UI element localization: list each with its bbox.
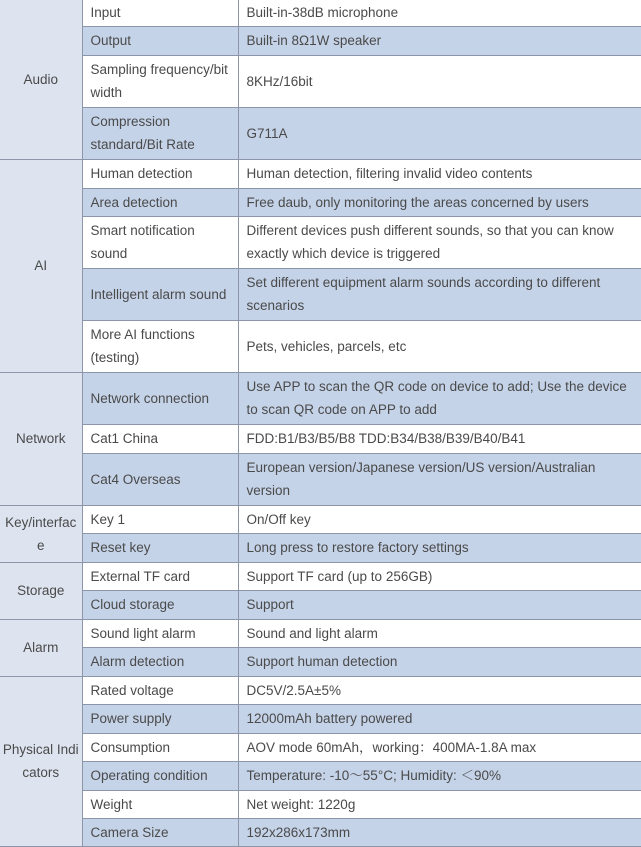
- spec-label: Reset key: [82, 533, 238, 562]
- spec-value: On/Off key: [238, 505, 641, 533]
- spec-label: Area detection: [82, 188, 238, 216]
- spec-label: Smart notification sound: [82, 216, 238, 268]
- table-row: [0, 216, 641, 268]
- spec-value: Different devices push different sounds, so that you can know exactly which device is triggered: [238, 216, 641, 268]
- category-cell: Storage: [0, 562, 82, 619]
- spec-value: Pets, vehicles, parcels, etc: [238, 320, 641, 372]
- table-row: [0, 647, 641, 676]
- spec-value: Built-in 8Ω1W speaker: [238, 26, 641, 55]
- table-row: [0, 188, 641, 216]
- table-row: [0, 159, 641, 188]
- spec-label: Camera Size: [82, 818, 238, 846]
- spec-label: Cat4 Overseas: [82, 453, 238, 505]
- table-row: [0, 424, 641, 453]
- spec-value: European version/Japanese version/US version/Australian version: [238, 453, 641, 505]
- spec-value: Temperature: -10～55°C; Humidity: ＜90%: [238, 761, 641, 790]
- spec-value: Human detection, filtering invalid video contents: [238, 159, 641, 188]
- spec-label: Compression standard/Bit Rate: [82, 107, 238, 159]
- spec-label: Sound light alarm: [82, 619, 238, 647]
- spec-label: Power supply: [82, 704, 238, 733]
- table-row: [0, 790, 641, 818]
- table-row: [0, 619, 641, 647]
- table-row: [0, 320, 641, 372]
- table-row: [0, 818, 641, 846]
- spec-value: DC5V/2.5A±5%: [238, 676, 641, 704]
- spec-value: FDD:B1/B3/B5/B8 TDD:B34/B38/B39/B40/B41: [238, 424, 641, 453]
- table-row: [0, 704, 641, 733]
- spec-value: Support human detection: [238, 647, 641, 676]
- spec-label: Weight: [82, 790, 238, 818]
- spec-value: Use APP to scan the QR code on device to add; Use the device to scan QR code on APP to add: [238, 372, 641, 424]
- table-row: [0, 453, 641, 505]
- category-cell: AI: [0, 159, 82, 372]
- spec-label: Output: [82, 26, 238, 55]
- spec-value: 192x286x173mm: [238, 818, 641, 846]
- spec-value: Set different equipment alarm sounds according to different scenarios: [238, 268, 641, 320]
- spec-label: Alarm detection: [82, 647, 238, 676]
- spec-label: Human detection: [82, 159, 238, 188]
- table-row: [0, 372, 641, 424]
- spec-value: AOV mode 60mAh，working：400MA-1.8A max: [238, 733, 641, 761]
- spec-label: Rated voltage: [82, 676, 238, 704]
- table-row: [0, 26, 641, 55]
- spec-label: Consumption: [82, 733, 238, 761]
- spec-value: Support: [238, 590, 641, 619]
- spec-value: 12000mAh battery powered: [238, 704, 641, 733]
- spec-label: Network connection: [82, 372, 238, 424]
- spec-value: Long press to restore factory settings: [238, 533, 641, 562]
- spec-label: Cat1 China: [82, 424, 238, 453]
- table-row: [0, 676, 641, 704]
- spec-label: Key 1: [82, 505, 238, 533]
- spec-label: Intelligent alarm sound: [82, 268, 238, 320]
- category-cell: Network: [0, 372, 82, 505]
- table-row: [0, 533, 641, 562]
- spec-label: Cloud storage: [82, 590, 238, 619]
- spec-value: 8KHz/16bit: [238, 55, 641, 107]
- category-cell: Alarm: [0, 619, 82, 676]
- category-cell: Physical Indicators: [0, 676, 82, 846]
- spec-value: Built-in-38dB microphone: [238, 0, 641, 26]
- category-cell: Key/interface: [0, 505, 82, 562]
- spec-label: Operating condition: [82, 761, 238, 790]
- table-row: [0, 590, 641, 619]
- spec-label: Input: [82, 0, 238, 26]
- table-row: [0, 562, 641, 590]
- spec-label: External TF card: [82, 562, 238, 590]
- category-cell: Audio: [0, 0, 82, 159]
- spec-label: Sampling frequency/bit width: [82, 55, 238, 107]
- table-row: [0, 0, 641, 26]
- spec-value: Sound and light alarm: [238, 619, 641, 647]
- spec-value: Net weight: 1220g: [238, 790, 641, 818]
- table-row: [0, 107, 641, 159]
- table-row: [0, 505, 641, 533]
- spec-label: More AI functions (testing): [82, 320, 238, 372]
- spec-value: Support TF card (up to 256GB): [238, 562, 641, 590]
- spec-value: G711A: [238, 107, 641, 159]
- spec-value: Free daub, only monitoring the areas concerned by users: [238, 188, 641, 216]
- table-row: [0, 268, 641, 320]
- table-row: [0, 761, 641, 790]
- table-row: [0, 733, 641, 761]
- table-row: [0, 55, 641, 107]
